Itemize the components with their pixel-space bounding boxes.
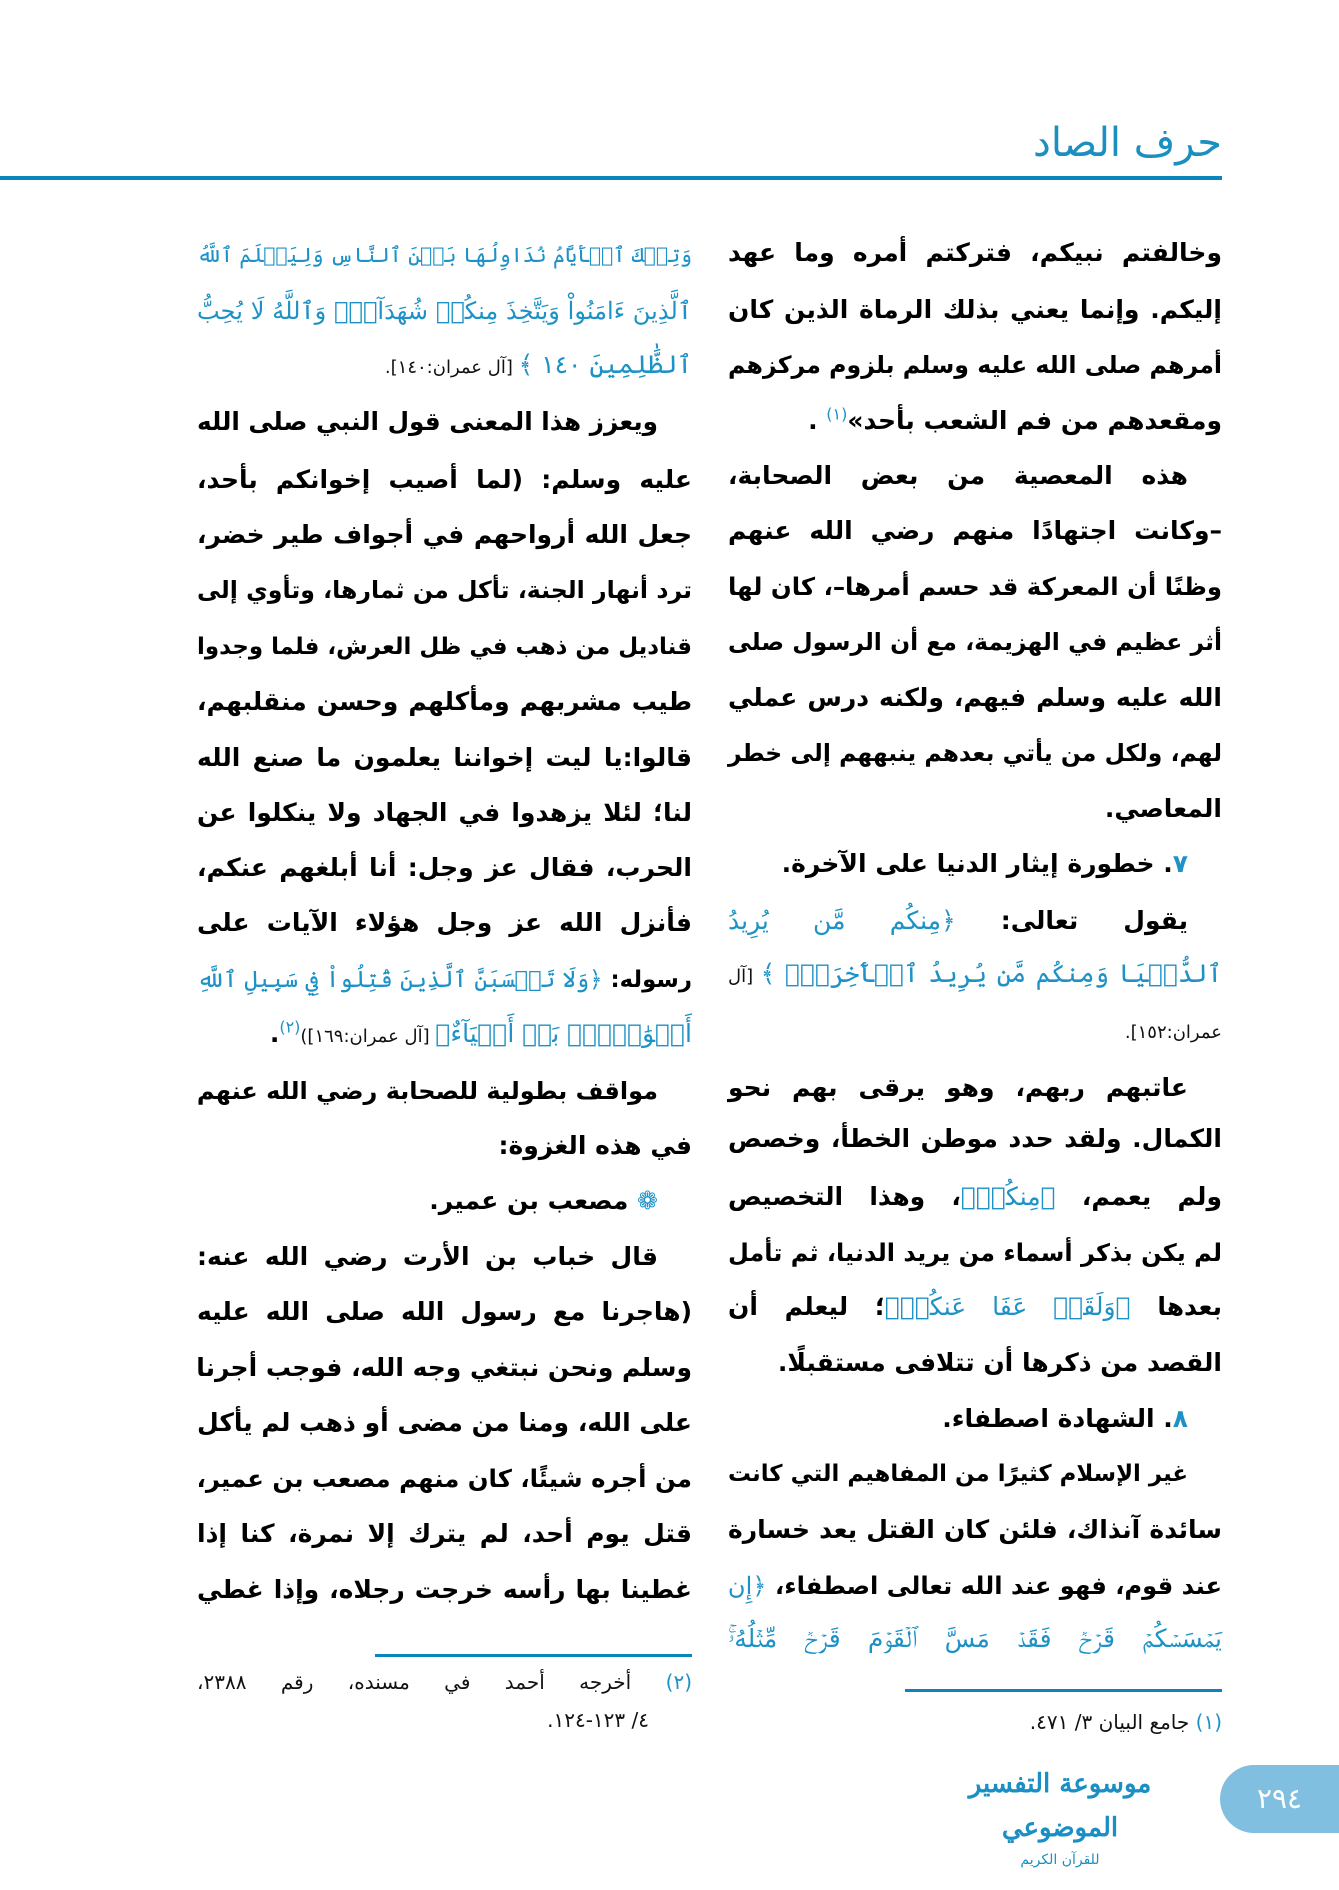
quran-verse: ﴿إِن xyxy=(727,1572,767,1600)
text-line xyxy=(728,670,1222,726)
text-line xyxy=(728,1169,1222,1225)
text-line xyxy=(728,1611,1222,1667)
text-line xyxy=(728,781,1222,837)
text-line xyxy=(197,452,692,508)
text-line xyxy=(728,836,1222,892)
body-text: ومقعدهم من فم الشعب بأحد» xyxy=(847,406,1222,435)
quran-verse: ﴿وَلَقَدۡ عَفَا عَنكُمۡ﴾ xyxy=(884,1292,1131,1321)
body-text: ، وهذا التخصيص xyxy=(728,1182,961,1211)
body-text: قناديل من ذهب في ظل العرش، فلما وجدوا xyxy=(197,634,692,660)
text-line xyxy=(197,227,692,283)
body-text: في هذه الغزوة: xyxy=(498,1131,692,1160)
footnote-2-continued: ٤/ ١٢٣-١٢٤. xyxy=(547,1708,649,1732)
text-line xyxy=(728,1446,1222,1502)
text-line xyxy=(728,282,1222,338)
body-text: هذه المعصية من بعض الصحابة، xyxy=(728,461,1188,490)
text-line xyxy=(197,507,692,563)
text-line xyxy=(197,674,692,730)
body-text: مصعب بن عمير. xyxy=(429,1186,638,1215)
body-text: سائدة آنذاك، فلئن كان القتل يعد خسارة xyxy=(728,1515,1222,1544)
list-marker: ٧ xyxy=(1172,849,1188,878)
body-text: . xyxy=(269,1019,280,1048)
body-text: . الشهادة اصطفاء. xyxy=(942,1404,1173,1433)
body-text: –وكانت اجتهادًا منهم رضي الله عنهم xyxy=(728,516,1222,545)
body-text: بعدها xyxy=(1130,1292,1222,1321)
text-line xyxy=(728,1502,1222,1558)
body-text: عند قوم، فهو عند الله تعالى اصطفاء، xyxy=(766,1572,1222,1600)
body-text: عاتبهم ربهم، وهو يرقى بهم نحو xyxy=(728,1073,1188,1102)
body-text: ولم يعمم، xyxy=(1055,1182,1222,1211)
text-line xyxy=(728,559,1222,615)
quran-verse: ﴿مِنكُمۡ﴾ xyxy=(960,1182,1056,1211)
body-text: مواقف بطولية للصحابة رضي الله عنهم xyxy=(196,1077,658,1105)
header-rule xyxy=(0,176,1222,180)
text-line xyxy=(197,785,692,841)
text-line xyxy=(197,562,692,618)
text-line xyxy=(728,1002,1222,1058)
footnote-2 xyxy=(197,1662,692,1702)
verse-reference: عمران:١٥٢]. xyxy=(1124,1022,1222,1043)
text-line xyxy=(728,448,1222,504)
body-text: الله عليه وسلم فيهم، ولكنه درس عملي xyxy=(728,683,1222,712)
text-line xyxy=(197,952,692,1008)
text-line xyxy=(728,1111,1222,1167)
text-line xyxy=(728,393,1222,449)
body-text: . خطورة إيثار الدنيا على الآخرة. xyxy=(781,849,1173,878)
text-line xyxy=(728,503,1222,559)
body-text: قالوا:يا ليت إخواننا يعلمون ما صنع الله xyxy=(197,743,692,772)
quran-verse: ٱلَّذِينَ ءَامَنُواْ وَيَتَّخِذَ مِنكُمۡ شُهَدَآءَۗ وَٱللَّهُ لَا يُحِبُّ xyxy=(197,297,692,325)
body-text: الكمال. ولقد حدد موطن الخطأ، وخصص xyxy=(728,1124,1222,1153)
body-text: لهم، ولكل من يأتي بعدهم ينبههم إلى خطر xyxy=(728,739,1222,767)
body-text: غطينا بها رأسه خرجت رجلاه، وإذا غطي xyxy=(197,1575,692,1604)
list-marker: ٨ xyxy=(1172,1404,1188,1433)
text-line xyxy=(197,1006,692,1062)
text-line xyxy=(197,1284,692,1340)
text-line xyxy=(728,1060,1222,1116)
body-text: (هاجرنا مع رسول الله صلى الله عليه xyxy=(197,1297,692,1326)
text-line xyxy=(197,619,692,675)
body-text: يقول تعالى: xyxy=(955,906,1188,935)
body-text: من أجره شيئًا، كان منهم مصعب بن عمير، xyxy=(196,1464,692,1493)
footnote-rule-right xyxy=(905,1689,1222,1692)
text-line xyxy=(197,1506,692,1562)
body-text: قتل يوم أحد، لم يترك إلا نمرة، كنا إذا xyxy=(197,1519,692,1548)
body-text: وظنًا أن المعركة قد حسم أمرها–، كان لها xyxy=(728,572,1222,601)
text-line xyxy=(728,1225,1222,1281)
footnote-text: أخرجه أحمد في مسنده، رقم ٢٣٨٨، xyxy=(197,1670,632,1694)
footnote-number: (١) xyxy=(1195,1710,1222,1734)
text-line xyxy=(197,1340,692,1396)
verse-reference: [آل عمران:١٦٩]) xyxy=(300,1026,436,1047)
body-text: ترد أنهار الجنة، تأكل من ثمارها، وتأوي إلى xyxy=(197,576,692,604)
text-line xyxy=(728,725,1222,781)
verse-reference: [آل عمران:١٤٠]. xyxy=(384,357,519,378)
text-line xyxy=(197,337,692,393)
footnote-rule-left xyxy=(375,1654,692,1657)
text-line xyxy=(197,1229,692,1285)
body-text: القصد من ذكرها أن تتلافى مستقبلًا. xyxy=(777,1348,1222,1377)
body-text: المعاصي. xyxy=(1104,794,1222,823)
body-text: قال خباب بن الأرت رضي الله عنه: xyxy=(197,1242,658,1271)
body-text: وسلم ونحن نبتغي وجه الله، فوجب أجرنا xyxy=(196,1353,692,1382)
body-text: أمرهم صلى الله عليه وسلم بلزوم مركزهم xyxy=(727,351,1222,379)
footnote-1 xyxy=(1030,1702,1222,1742)
body-text: رسوله: xyxy=(602,967,692,993)
text-line xyxy=(728,1391,1222,1447)
text-line xyxy=(197,840,692,896)
body-text: الحرب، فقال عز وجل: أنا أبلغهم عنكم، xyxy=(197,853,692,882)
body-text: غير الإسلام كثيرًا من المفاهيم التي كانت xyxy=(728,1461,1188,1487)
quran-verse: يَمۡسَسۡكُمۡ قَرۡحٞ فَقَدۡ مَسَّ ٱلۡقَوۡمَ قَرۡحٞ مِّثۡلُهُۥۚ xyxy=(728,1624,1222,1653)
chapter-title: حرف الصاد xyxy=(1033,120,1222,166)
text-line xyxy=(197,1173,692,1229)
footnote-marker[interactable]: (١) xyxy=(826,404,848,424)
text-line xyxy=(197,730,692,786)
text-line xyxy=(728,1279,1222,1335)
list-marker: ❁ xyxy=(637,1186,658,1215)
quran-verse: أَمۡوَٰتَۢاۚ بَلۡ أَحۡيَآءٌ﴾ xyxy=(435,1019,692,1048)
quran-verse: وَتِلۡكَ ٱلۡأَيَّامُ نُدَاوِلُهَا بَيۡنَ ٱلنَّاسِ وَلِيَعۡلَمَ ٱللَّهُ xyxy=(197,243,692,267)
footnote-text: جامع البيان ٣/ ٤٧١. xyxy=(1029,1710,1190,1734)
text-line xyxy=(197,394,692,450)
body-text: إليكم. وإنما يعني بذلك الرماة الذين كان xyxy=(728,295,1222,324)
body-text: جعل الله أرواحهم في أجواف طير خضر، xyxy=(197,520,692,549)
text-line xyxy=(197,895,692,951)
text-line xyxy=(197,1063,692,1119)
text-line xyxy=(197,1451,692,1507)
body-text: ويعزز هذا المعنى قول النبي صلى الله xyxy=(196,407,658,436)
body-text: . xyxy=(808,406,827,435)
quran-verse: ﴿وَلَا تَحۡسَبَنَّ ٱلَّذِينَ قُتِلُواْ فِي سَبِيلِ ٱللَّهِ xyxy=(197,967,603,993)
quran-verse: ٱلظَّٰلِمِينَ ١٤٠ ﴾ xyxy=(518,350,692,379)
footnote-marker[interactable]: (٢) xyxy=(279,1017,301,1037)
text-line xyxy=(197,1118,692,1174)
quran-verse: ﴿مِنكُم مَّن يُرِيدُ xyxy=(728,906,956,935)
text-line xyxy=(728,893,1222,949)
text-line xyxy=(728,337,1222,393)
text-line xyxy=(197,283,692,339)
body-text: وخالفتم نبيكم، فتركتم أمره وما عهد xyxy=(728,238,1222,267)
body-text: لنا؛ لئلا يزهدوا في الجهاد ولا ينكلوا عن xyxy=(197,798,692,827)
body-text: ؛ ليعلم أن xyxy=(728,1292,885,1321)
text-line xyxy=(197,1395,692,1451)
encyclopedia-logo xyxy=(935,1762,1185,1868)
text-line xyxy=(728,225,1222,281)
logo-subtitle: للقرآن الكريم xyxy=(1020,1852,1100,1868)
body-text: طيب مشربهم ومأكلهم وحسن منقلبهم، xyxy=(197,687,692,716)
body-text: لم يكن بذكر أسماء من يريد الدنيا، ثم تأمل xyxy=(728,1239,1222,1267)
text-line xyxy=(728,614,1222,670)
verse-reference: [آل xyxy=(728,966,761,987)
text-line xyxy=(728,1335,1222,1391)
text-line xyxy=(728,1558,1222,1614)
body-text: عليه وسلم: (لما أصيب إخوانكم بأحد، xyxy=(197,465,692,494)
body-text: فأنزل الله عز وجل هؤلاء الآيات على xyxy=(197,908,692,937)
text-line xyxy=(197,1562,692,1618)
logo-title: موسوعة التفسير الموضوعي xyxy=(968,1769,1152,1843)
page-number: ٢٩٤ xyxy=(1220,1765,1339,1833)
footnote-number: (٢) xyxy=(665,1670,693,1694)
body-text: أثر عظيم في الهزيمة، مع أن الرسول صلى xyxy=(728,628,1222,656)
text-line xyxy=(728,946,1222,1002)
body-text: على الله، ومنا من مضى أو ذهب لم يأكل xyxy=(197,1408,692,1437)
quran-verse: ٱلدُّنۡيَا وَمِنكُم مَّن يُرِيدُ ٱلۡأٓخِرَةَۚ ﴾ xyxy=(760,959,1222,988)
